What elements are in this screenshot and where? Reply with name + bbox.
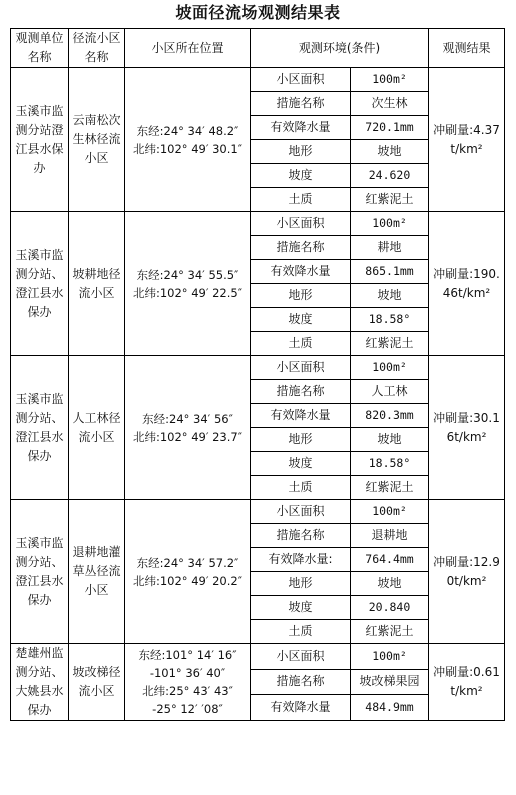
table-row [11,212,505,236]
env-label: 坡度 [251,164,351,188]
env-label: 地形 [251,428,351,452]
header-result: 观测结果 [429,29,505,68]
table-row [11,68,505,92]
latitude: 北纬:102° 49′ 20.2″ [132,573,243,588]
env-label: 土质 [251,620,351,644]
plot-cell: 人工林径流小区 [69,356,125,500]
header-env: 观测环境(条件) [251,29,429,68]
env-label: 有效降水量 [251,260,351,284]
longitude: 东经:24° 34′ 56″ [142,411,233,426]
env-value: 24.620 [351,164,429,188]
env-value: 坡地 [351,284,429,308]
env-label: 措施名称 [251,380,351,404]
table-row [11,500,505,524]
env-value: 退耕地 [351,524,429,548]
env-value: 100m² [351,500,429,524]
longitude-range: -101° 36′ 40″ [149,666,226,680]
table-title: 坡面径流场观测结果表 [175,3,341,22]
location-cell [125,500,251,644]
env-label: 措施名称 [251,669,351,695]
header-location: 小区所在位置 [125,29,251,68]
env-value: 红紫泥土 [351,476,429,500]
env-value: 484.9mm [351,695,429,721]
env-label: 有效降水量 [251,695,351,721]
env-value: 耕地 [351,236,429,260]
longitude: 东经:101° 14′ 16″ [138,648,237,662]
env-label: 地形 [251,572,351,596]
env-label: 坡度 [251,596,351,620]
unit-cell: 玉溪市监测分站、澄江县水保办 [11,212,69,356]
table-row [11,356,505,380]
env-value: 坡地 [351,572,429,596]
env-label: 小区面积 [251,356,351,380]
longitude: 东经:24° 34′ 55.5″ [136,267,239,282]
env-label: 小区面积 [251,68,351,92]
header-unit: 观测单位名称 [11,29,69,68]
unit-cell: 玉溪市监测分站、澄江县水保办 [11,356,69,500]
env-label: 土质 [251,188,351,212]
env-value: 20.840 [351,596,429,620]
unit-cell: 玉溪市监测分站澄江县水保办 [11,68,69,212]
env-value: 764.4mm [351,548,429,572]
header-plot: 径流小区名称 [69,29,125,68]
env-value: 820.3mm [351,404,429,428]
env-label: 有效降水量 [251,116,351,140]
env-label: 措施名称 [251,524,351,548]
env-value: 720.1mm [351,116,429,140]
env-label: 措施名称 [251,236,351,260]
env-value: 100m² [351,68,429,92]
env-value: 18.58° [351,452,429,476]
location-cell [125,644,251,721]
location-cell [125,356,251,500]
env-value: 红紫泥土 [351,620,429,644]
result-cell: 冲刷量:30.16t/km² [429,356,505,500]
plot-cell: 坡改梯径流小区 [69,644,125,721]
unit-cell: 楚雄州监测分站、大姚县水保办 [11,644,69,721]
env-label: 地形 [251,284,351,308]
result-cell: 冲刷量:190.46t/km² [429,212,505,356]
plot-cell: 退耕地灌草丛径流小区 [69,500,125,644]
env-value: 100m² [351,212,429,236]
env-value: 坡地 [351,428,429,452]
result-cell: 冲刷量:0.61t/km² [429,644,505,721]
plot-cell: 云南松次生林径流小区 [69,68,125,212]
env-label: 土质 [251,476,351,500]
location-cell [125,212,251,356]
env-value: 坡地 [351,140,429,164]
env-value: 坡改梯果园 [351,669,429,695]
longitude: 东经:24° 34′ 57.2″ [136,555,239,570]
env-label: 坡度 [251,452,351,476]
env-label: 小区面积 [251,500,351,524]
latitude-range: -25° 12′ ′08″ [152,702,223,716]
env-value: 次生林 [351,92,429,116]
env-label: 土质 [251,332,351,356]
results-table [10,28,505,721]
latitude: 北纬:25° 43′ 43″ [142,684,233,698]
latitude: 北纬:102° 49′ 22.5″ [132,285,243,300]
latitude: 北纬:102° 49′ 30.1″ [132,141,243,156]
env-value: 100m² [351,356,429,380]
unit-cell: 玉溪市监测分站、澄江县水保办 [11,500,69,644]
table-row [11,644,505,670]
result-cell: 冲刷量:4.37t/km² [429,68,505,212]
env-label: 小区面积 [251,644,351,670]
location-cell [125,68,251,212]
longitude: 东经:24° 34′ 48.2″ [136,123,239,138]
env-value: 人工林 [351,380,429,404]
env-label: 措施名称 [251,92,351,116]
env-value: 红紫泥土 [351,332,429,356]
env-label: 地形 [251,140,351,164]
env-value: 865.1mm [351,260,429,284]
env-value: 100m² [351,644,429,670]
latitude: 北纬:102° 49′ 23.7″ [132,429,243,444]
plot-cell: 坡耕地径流小区 [69,212,125,356]
env-value: 红紫泥土 [351,188,429,212]
env-value: 18.58° [351,308,429,332]
env-label: 小区面积 [251,212,351,236]
env-label: 坡度 [251,308,351,332]
env-label: 有效降水量: [251,548,351,572]
result-cell: 冲刷量:12.90t/km² [429,500,505,644]
env-label: 有效降水量 [251,404,351,428]
